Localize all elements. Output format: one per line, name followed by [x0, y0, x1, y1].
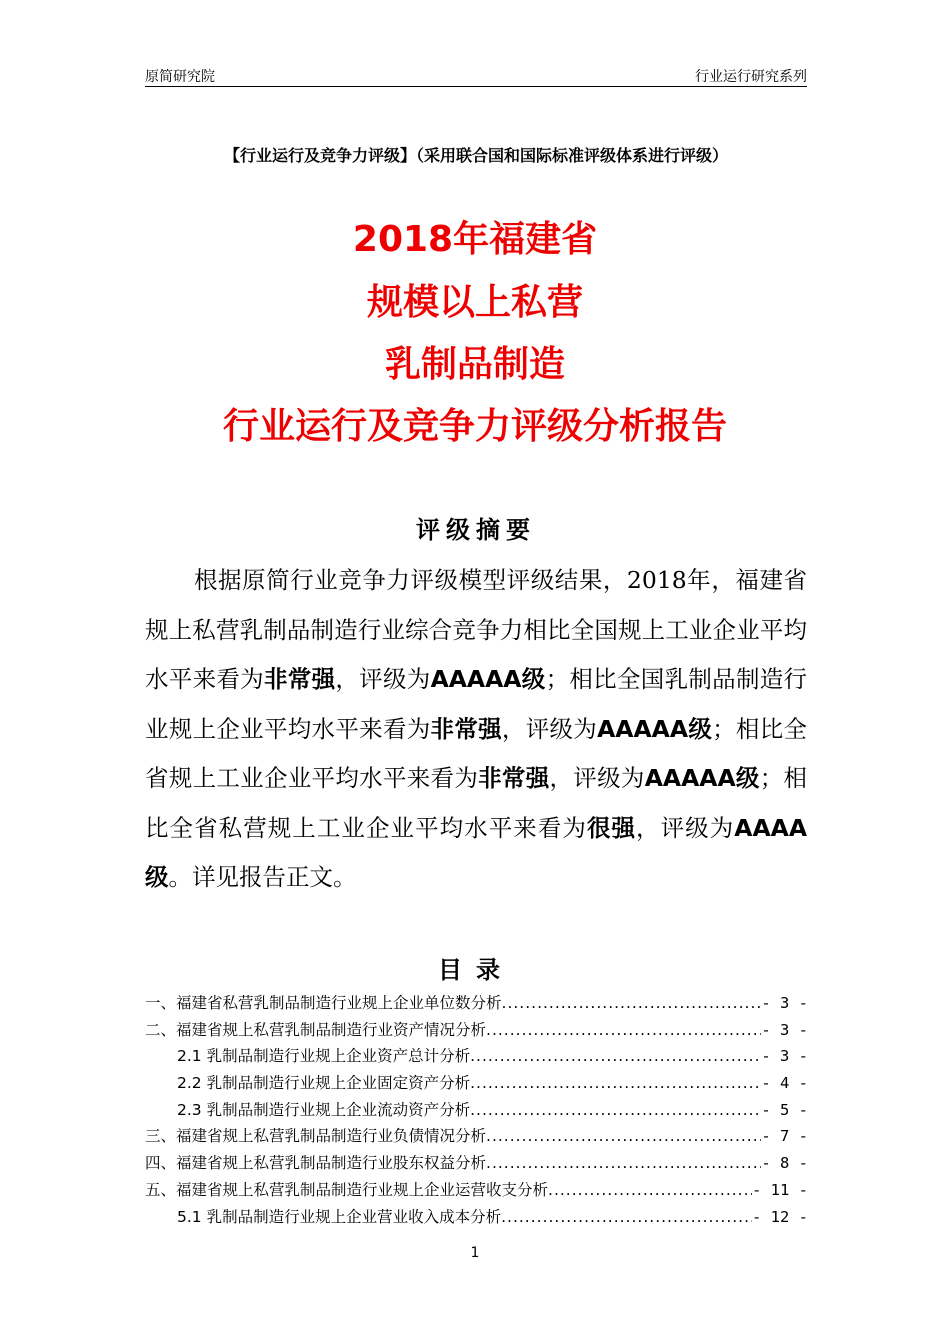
abstract-text: 根据原简行业竞争力评级模型评级结果，2018年，福建省规上私营乳制品制造行业综合竞争力相比全国规上工业企业平均水平来看为 — [145, 566, 807, 693]
rating-grade: AAAAA级 — [430, 665, 546, 693]
page-number: 1 — [470, 1245, 480, 1261]
rating-strength: 非常强 — [430, 714, 502, 743]
rating-strength: 非常强 — [263, 665, 336, 693]
abstract-text: ，评级为 — [335, 665, 431, 693]
toc-entry-page: - 8 - — [761, 1154, 808, 1173]
toc-entry-title: 2.2 乳制品制造行业规上企业固定资产分析 — [177, 1074, 471, 1093]
toc-entry[interactable] — [145, 1123, 808, 1150]
toc-entry-title: 2.3 乳制品制造行业规上企业流动资产分析 — [177, 1100, 471, 1119]
toc-entry-title: 三、福建省规上私营乳制品制造行业负债情况分析 — [145, 1127, 487, 1146]
header-org: 原简研究院 — [145, 69, 215, 85]
rating-strength: 非常强 — [478, 764, 550, 792]
table-of-contents — [145, 990, 808, 1230]
toc-entry-title: 四、福建省规上私营乳制品制造行业股东权益分析 — [145, 1154, 487, 1173]
abstract-text: ；相比全省规上工业企业平均水平来看为 — [145, 714, 808, 792]
page-header — [145, 62, 807, 87]
toc-entry[interactable] — [145, 1017, 808, 1044]
abstract-text: 。详见报告正文。 — [168, 863, 357, 891]
toc-entry[interactable] — [145, 1177, 808, 1204]
abstract-text: ；相比全国乳制品制造行业规上企业平均水平来看为 — [145, 665, 808, 743]
toc-entry-title: 2.1 乳制品制造行业规上企业资产总计分析 — [177, 1047, 471, 1066]
toc-entry-page: - 7 - — [761, 1127, 808, 1146]
abstract-paragraph — [145, 556, 807, 903]
toc-entry-page: - 4 - — [761, 1074, 808, 1093]
toc-entry-title: 二、福建省规上私营乳制品制造行业资产情况分析 — [145, 1020, 487, 1039]
toc-entry-page: - 5 - — [761, 1100, 808, 1119]
toc-subentry[interactable] — [145, 1070, 808, 1097]
toc-leader — [548, 1177, 752, 1204]
report-title-line-3: 乳制品制造 — [384, 344, 565, 385]
toc-leader — [470, 1070, 761, 1097]
toc-entry[interactable] — [145, 1150, 808, 1177]
toc-leader — [486, 1017, 761, 1044]
report-title-line-4: 行业运行及竞争力评级分析报告 — [222, 406, 727, 447]
toc-entry-title: 五、福建省规上私营乳制品制造行业规上企业运营收支分析 — [145, 1180, 549, 1199]
toc-entry[interactable] — [145, 990, 808, 1017]
toc-heading: 目录 — [438, 956, 514, 984]
rating-grade: AAAAA级 — [644, 764, 760, 792]
toc-entry-title: 一、福建省私营乳制品制造行业规上企业单位数分析 — [145, 994, 502, 1012]
toc-entry-title: 5.1 乳制品制造行业规上企业营业收入成本分析 — [177, 1207, 502, 1226]
report-title-line-2: 规模以上私营 — [366, 282, 583, 323]
rating-tagline: 【行业运行及竞争力评级】（采用联合国和国际标准评级体系进行评级） — [223, 146, 728, 165]
toc-entry-page: - 11 - — [752, 1180, 808, 1199]
toc-subentry[interactable] — [145, 1097, 808, 1124]
toc-leader — [486, 1150, 761, 1177]
rating-strength: 很强 — [586, 813, 637, 842]
abstract-heading: 评级摘要 — [416, 516, 536, 544]
toc-leader — [486, 1123, 761, 1150]
toc-leader — [501, 1204, 752, 1231]
toc-subentry[interactable] — [145, 1204, 808, 1231]
toc-leader — [502, 990, 762, 1017]
toc-leader — [470, 1097, 761, 1124]
header-series: 行业运行研究系列 — [695, 69, 807, 85]
toc-entry-page: - 3 - — [761, 994, 808, 1012]
toc-entry-page: - 3 - — [761, 1047, 808, 1066]
rating-grade: AAAAA级 — [597, 714, 713, 743]
rating-grade: AAAA级 — [145, 813, 808, 891]
toc-entry-page: - 12 - — [752, 1207, 808, 1226]
report-title-line-1: 2018年福建省 — [352, 219, 598, 260]
abstract-text: ，评级为 — [549, 764, 645, 792]
abstract-text: ，评级为 — [501, 714, 598, 743]
abstract-text: ；相比全省私营规上工业企业平均水平来看为 — [145, 764, 808, 842]
toc-leader — [470, 1043, 761, 1070]
toc-subentry[interactable] — [145, 1043, 808, 1070]
abstract-text: ，评级为 — [636, 813, 735, 842]
toc-entry-page: - 3 - — [761, 1020, 808, 1039]
